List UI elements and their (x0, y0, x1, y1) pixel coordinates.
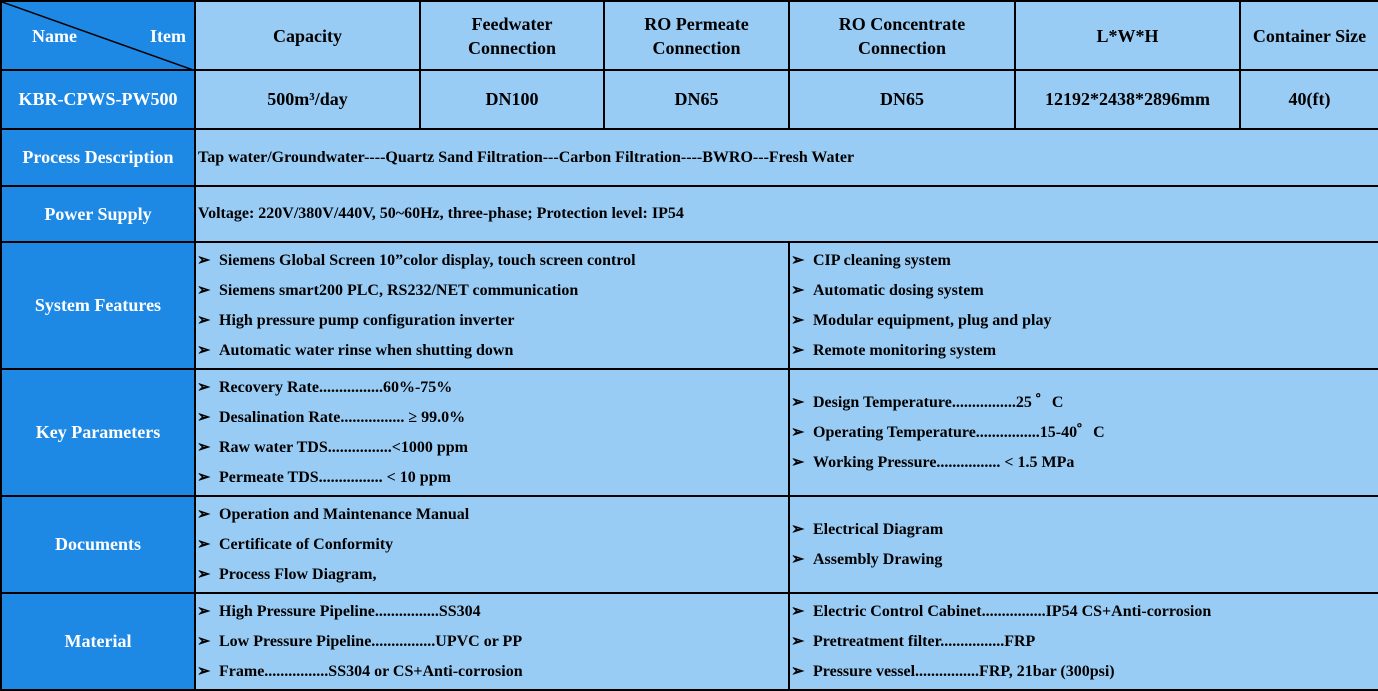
parameters-left-cell (195, 369, 789, 496)
list-item (790, 627, 1378, 657)
capacity-header: Capacity (195, 1, 420, 70)
documents-left-list (196, 500, 788, 590)
documents-left-cell (195, 496, 789, 593)
material-label: Material (1, 593, 195, 690)
list-item-text: Electric Control Cabinet................IP54 CS+Anti-corrosion (813, 602, 1212, 620)
arrow-bullet-icon: ➢ (197, 311, 211, 329)
arrow-bullet-icon: ➢ (197, 632, 211, 650)
parameters-right-cell (789, 369, 1378, 496)
list-item (196, 560, 788, 590)
arrow-bullet-icon: ➢ (791, 602, 805, 620)
item-header: Item (150, 26, 186, 46)
features-right-cell (789, 242, 1378, 369)
process-row (1, 129, 1378, 186)
arrow-bullet-icon: ➢ (791, 341, 805, 359)
arrow-bullet-icon: ➢ (197, 602, 211, 620)
power-label: Power Supply (1, 186, 195, 242)
material-row (1, 593, 1378, 690)
arrow-bullet-icon: ➢ (197, 662, 211, 680)
list-item (196, 246, 788, 276)
list-item-text: Siemens Global Screen 10”color display, touch screen control (219, 251, 636, 269)
arrow-bullet-icon: ➢ (197, 251, 211, 269)
arrow-bullet-icon: ➢ (791, 311, 805, 329)
arrow-bullet-icon: ➢ (197, 378, 211, 396)
permeate-header: RO Permeate Connection (604, 1, 789, 70)
material-left-list (196, 597, 788, 687)
list-item (196, 597, 788, 627)
arrow-bullet-icon: ➢ (197, 281, 211, 299)
name-header: Name (32, 26, 77, 46)
documents-right-cell (789, 496, 1378, 593)
list-item (196, 530, 788, 560)
list-item-text: Permeate TDS................ < 10 ppm (219, 468, 451, 486)
material-left-cell (195, 593, 789, 690)
header-row (1, 1, 1378, 70)
list-item-text: High Pressure Pipeline................SS304 (219, 602, 481, 620)
capacity-cell: 500m³/day (195, 70, 420, 129)
arrow-bullet-icon: ➢ (791, 520, 805, 538)
arrow-bullet-icon: ➢ (791, 550, 805, 568)
lwh-header: L*W*H (1015, 1, 1240, 70)
list-item (196, 627, 788, 657)
arrow-bullet-icon: ➢ (791, 662, 805, 680)
model-cell: KBR-CPWS-PW500 (1, 70, 195, 129)
list-item (196, 657, 788, 687)
material-right-list (790, 597, 1378, 687)
list-item-text: Operating Temperature................15-40゜C (813, 423, 1105, 441)
list-item (196, 306, 788, 336)
arrow-bullet-icon: ➢ (197, 408, 211, 426)
list-item (196, 336, 788, 366)
list-item-text: Certificate of Conformity (219, 535, 394, 553)
arrow-bullet-icon: ➢ (791, 251, 805, 269)
product-row (1, 70, 1378, 129)
list-item (790, 657, 1378, 687)
arrow-bullet-icon: ➢ (197, 565, 211, 583)
list-item (790, 246, 1378, 276)
list-item (196, 500, 788, 530)
list-item-text: Pressure vessel................FRP, 21bar (300psi) (813, 662, 1115, 680)
list-item (790, 418, 1378, 448)
list-item-text: Siemens smart200 PLC, RS232/NET communication (219, 281, 579, 299)
list-item-text: CIP cleaning system (813, 251, 951, 269)
parameters-left-list (196, 373, 788, 493)
list-item-text: Remote monitoring system (813, 341, 997, 359)
name-item-corner (1, 1, 195, 70)
material-right-cell (789, 593, 1378, 690)
list-item-text: Working Pressure................ < 1.5 MPa (813, 453, 1075, 471)
list-item (196, 373, 788, 403)
list-item-text: Automatic dosing system (813, 281, 984, 299)
list-item (790, 306, 1378, 336)
concentrate-cell: DN65 (789, 70, 1015, 129)
container-header: Container Size (1240, 1, 1378, 70)
features-label: System Features (1, 242, 195, 369)
features-row (1, 242, 1378, 369)
list-item-text: Low Pressure Pipeline................UPVC or PP (219, 632, 523, 650)
documents-right-list (790, 515, 1378, 575)
feedwater-cell: DN100 (420, 70, 604, 129)
list-item (790, 597, 1378, 627)
arrow-bullet-icon: ➢ (791, 393, 805, 411)
list-item (196, 463, 788, 493)
arrow-bullet-icon: ➢ (791, 453, 805, 471)
arrow-bullet-icon: ➢ (197, 535, 211, 553)
arrow-bullet-icon: ➢ (197, 341, 211, 359)
parameters-row (1, 369, 1378, 496)
list-item (196, 403, 788, 433)
list-item-text: Electrical Diagram (813, 520, 944, 538)
list-item-text: Desalination Rate................ ≥ 99.0% (219, 408, 466, 426)
list-item (790, 545, 1378, 575)
documents-row (1, 496, 1378, 593)
list-item (790, 336, 1378, 366)
container-cell: 40(ft) (1240, 70, 1378, 129)
permeate-cell: DN65 (604, 70, 789, 129)
lwh-cell: 12192*2438*2896mm (1015, 70, 1240, 129)
list-item (790, 276, 1378, 306)
list-item (196, 276, 788, 306)
list-item-text: High pressure pump configuration inverter (219, 311, 515, 329)
list-item-text: Operation and Maintenance Manual (219, 505, 470, 523)
list-item-text: Pretreatment filter................FRP (813, 632, 1036, 650)
arrow-bullet-icon: ➢ (197, 505, 211, 523)
list-item-text: Assembly Drawing (813, 550, 943, 568)
documents-label: Documents (1, 496, 195, 593)
list-item-text: Automatic water rinse when shutting down (219, 341, 514, 359)
list-item-text: Frame................SS304 or CS+Anti-corrosion (219, 662, 523, 680)
arrow-bullet-icon: ➢ (791, 632, 805, 650)
process-text: Tap water/Groundwater----Quartz Sand Filtration---Carbon Filtration----BWRO---Fresh Water (195, 129, 1378, 186)
list-item-text: Recovery Rate................60%-75% (219, 378, 453, 396)
list-item-text: Design Temperature................25 ゜C (813, 393, 1064, 411)
arrow-bullet-icon: ➢ (791, 423, 805, 441)
arrow-bullet-icon: ➢ (791, 281, 805, 299)
parameters-right-list (790, 388, 1378, 478)
process-label: Process Description (1, 129, 195, 186)
list-item-text: Process Flow Diagram, (219, 565, 377, 583)
list-item-text: Raw water TDS................<1000 ppm (219, 438, 468, 456)
list-item (196, 433, 788, 463)
feedwater-header: Feedwater Connection (420, 1, 604, 70)
arrow-bullet-icon: ➢ (197, 438, 211, 456)
power-row (1, 186, 1378, 242)
concentrate-header: RO Concentrate Connection (789, 1, 1015, 70)
features-left-cell (195, 242, 789, 369)
features-right-list (790, 246, 1378, 366)
features-left-list (196, 246, 788, 366)
parameters-label: Key Parameters (1, 369, 195, 496)
list-item-text: Modular equipment, plug and play (813, 311, 1052, 329)
arrow-bullet-icon: ➢ (197, 468, 211, 486)
list-item (790, 515, 1378, 545)
list-item (790, 448, 1378, 478)
list-item (790, 388, 1378, 418)
power-text: Voltage: 220V/380V/440V, 50~60Hz, three-phase; Protection level: IP54 (195, 186, 1378, 242)
